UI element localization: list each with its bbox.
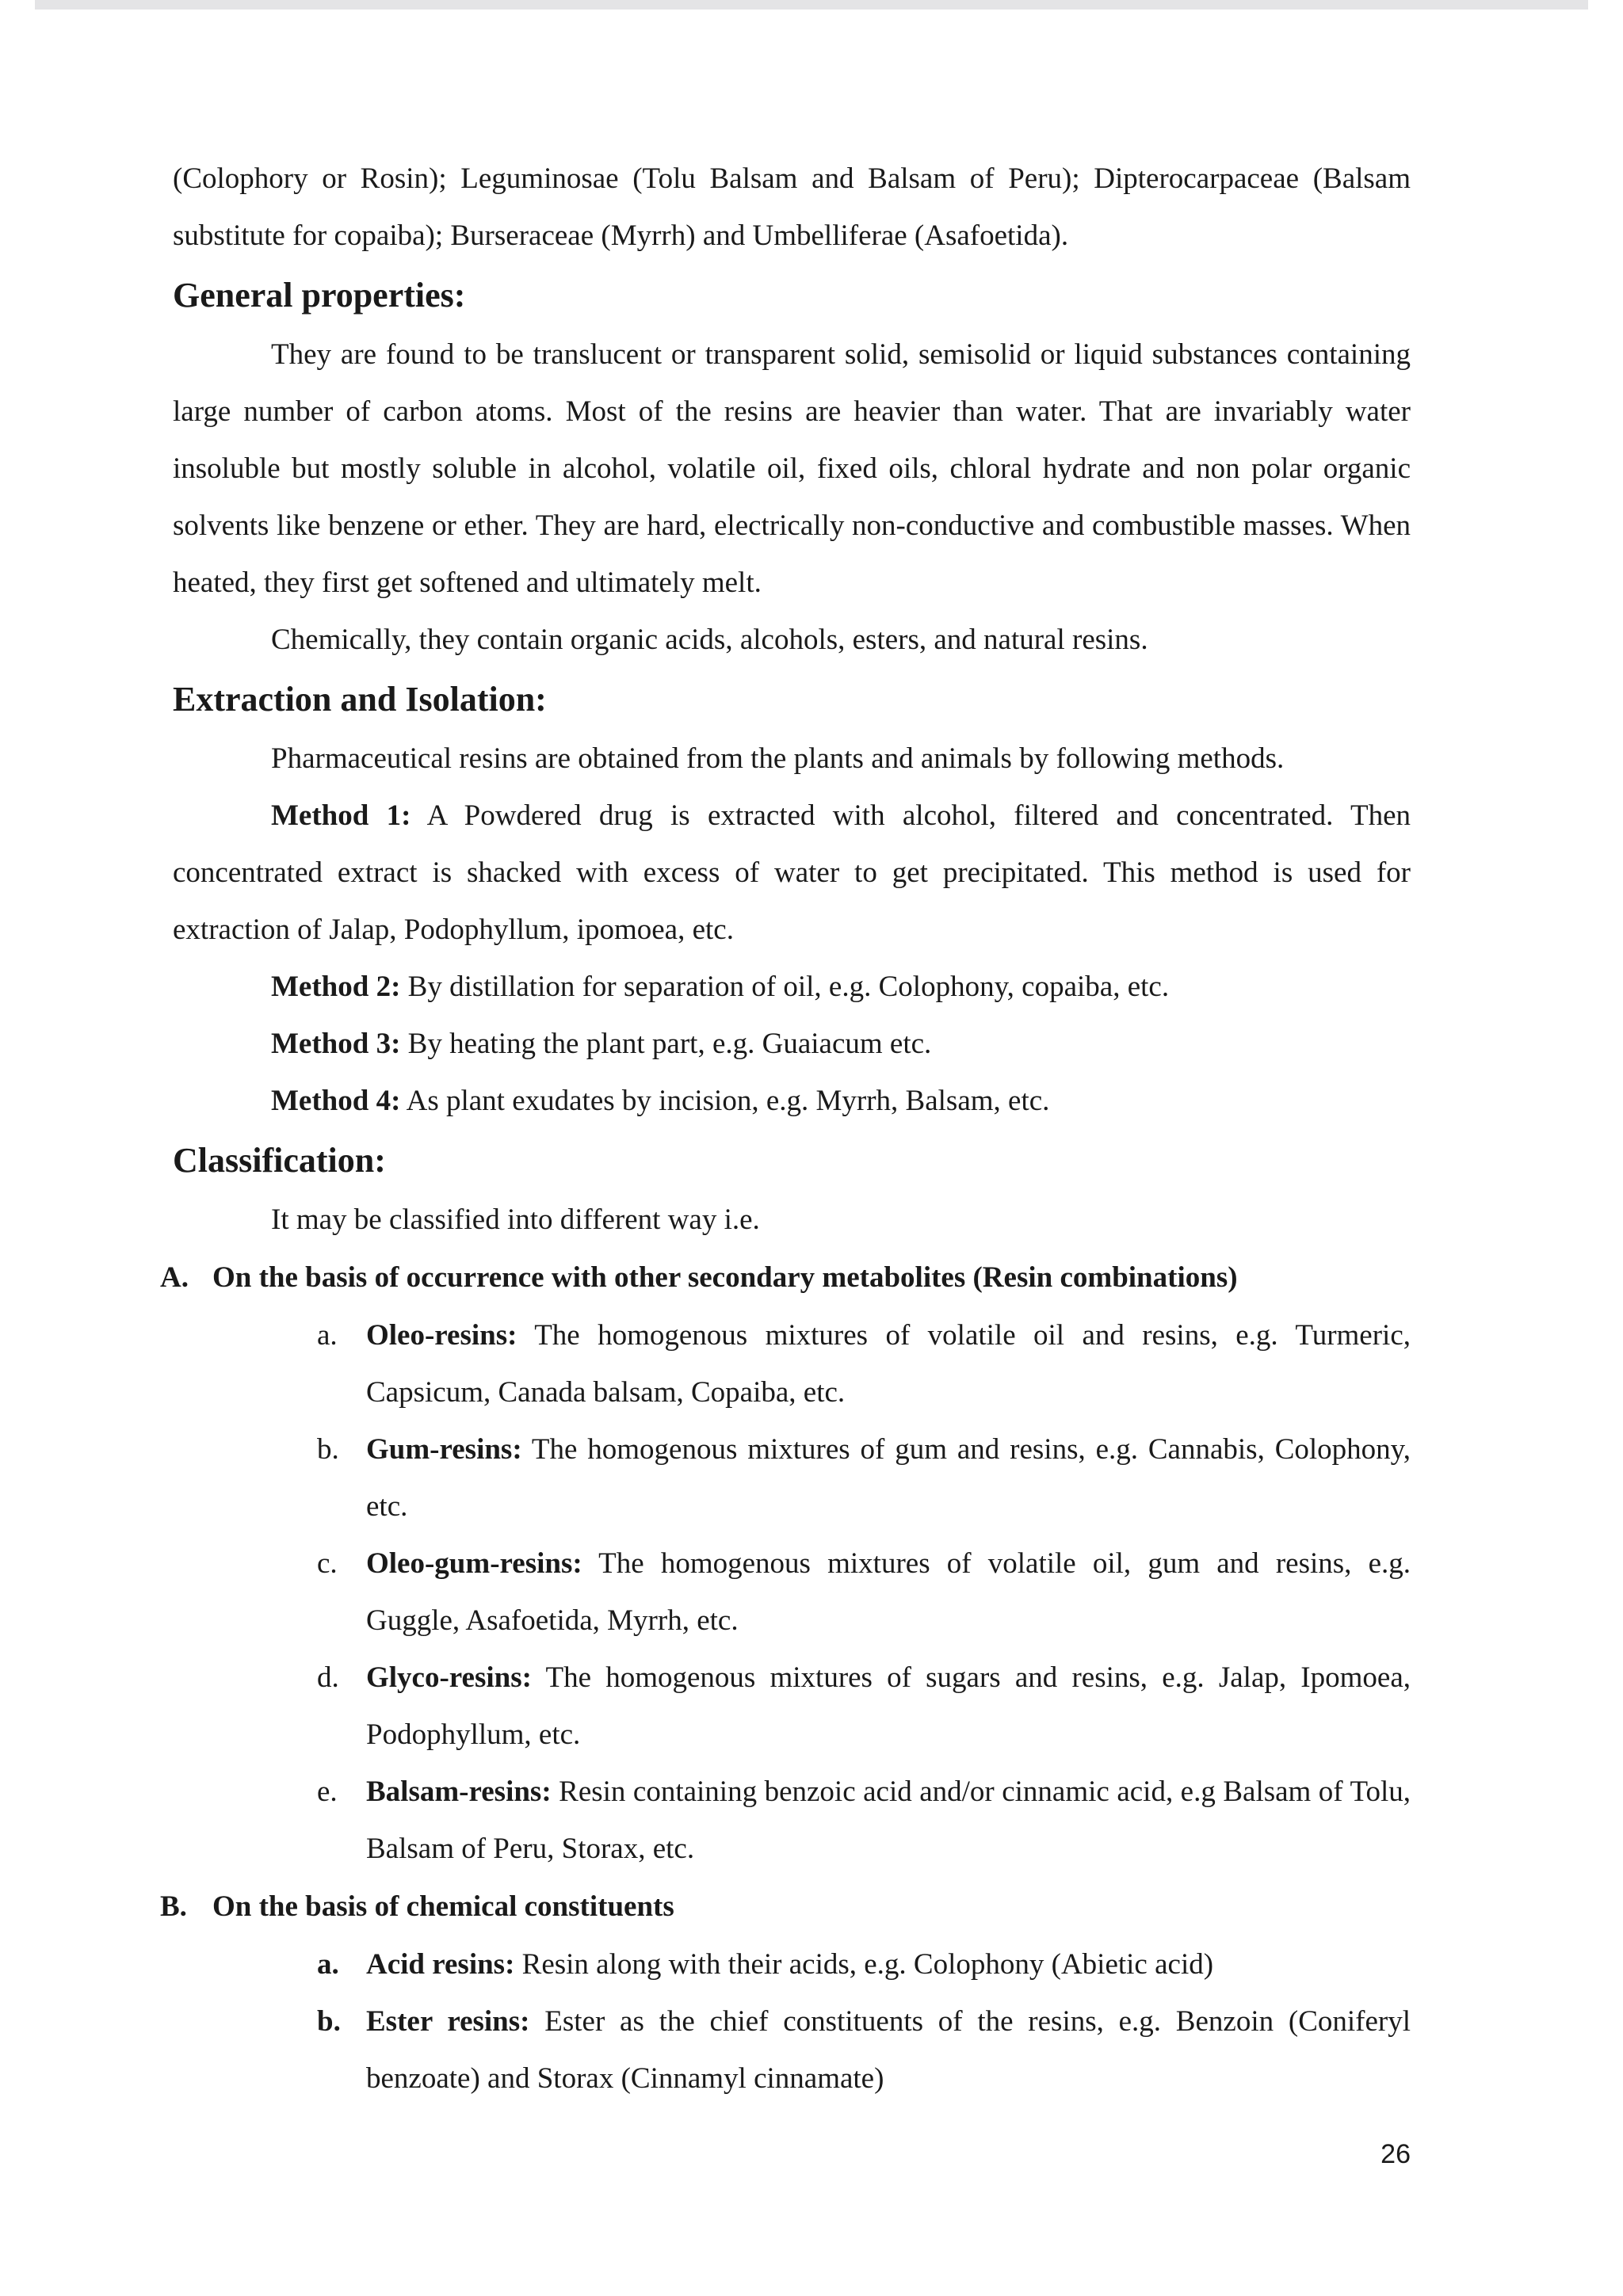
item-marker: b. [317,2005,341,2038]
item-term: Oleo-gum-resins: [366,1547,582,1580]
list-item [173,1936,1411,1993]
method-2 [173,959,1411,1016]
classification-heading: Classification: [173,1141,386,1180]
item-text: Ester as the chief constituents of the resins, e.g. Benzoin (Coniferyl benzoate) and Storax (Cinnamyl cinnamate) [366,2005,1411,2095]
item-marker: e. [317,1775,338,1808]
method-text: By heating the plant part, e.g. Guaiacum etc. [400,1028,932,1060]
section-a-heading [160,1249,1411,1307]
section-label: B. [160,1890,187,1923]
method-label: Method 4: [271,1085,401,1117]
section-title: On the basis of chemical constituents [212,1890,674,1923]
intro-paragraph: (Colophory or Rosin); Leguminosae (Tolu Balsam and Balsam of Peru); Dipterocarpaceae (Balsam substitute for copaiba); Burseraceae (Myrrh) and Umbelliferae (Asafoetida). [173,162,1411,252]
list-item [173,1535,1411,1650]
item-marker: a. [317,1948,339,1981]
item-marker: b. [317,1433,339,1466]
top-edge-bar [35,0,1588,10]
method-4 [173,1073,1411,1130]
item-term: Acid resins: [366,1948,515,1981]
general-properties-heading: General properties: [173,276,466,315]
list-item [173,1993,1411,2107]
method-1 [173,788,1411,959]
item-term: Oleo-resins: [366,1319,517,1352]
list-item [173,1421,1411,1535]
classification-intro: It may be classified into different way i.e. [271,1203,760,1236]
section-title: On the basis of occurrence with other secondary metabolites (Resin combinations) [212,1261,1238,1294]
page-number: 26 [1381,2139,1411,2169]
item-term: Balsam-resins: [366,1775,552,1808]
section-b-heading [160,1878,1411,1936]
list-item [173,1764,1411,1878]
item-term: Gum-resins: [366,1433,522,1466]
method-text: As plant exudates by incision, e.g. Myrrh, Balsam, etc. [400,1085,1050,1117]
item-text: The homogenous mixtures of gum and resins, e.g. Cannabis, Colophony, etc. [366,1433,1411,1523]
chemical-paragraph: Chemically, they contain organic acids, alcohols, esters, and natural resins. [271,624,1148,656]
list-item [173,1307,1411,1421]
general-properties-paragraph: They are found to be translucent or transparent solid, semisolid or liquid substances containing large number of carbon atoms. Most of the resins are heavier than water. That are invariably water insoluble but mostly soluble in alcohol, volatile oil, fixed oils, chloral hydrate and non polar organic solvents like benzene or ether. They are hard, electrically non-conductive and combustible masses. When heated, they first get softened and ultimately melt. [173,338,1411,599]
extraction-heading: Extraction and Isolation: [173,680,547,719]
method-label: Method 1: [271,799,411,832]
item-text: The homogenous mixtures of sugars and resins, e.g. Jalap, Ipomoea, Podophyllum, etc. [366,1661,1411,1751]
item-text: The homogenous mixtures of volatile oil, gum and resins, e.g. Guggle, Asafoetida, Myrrh, etc. [366,1547,1411,1637]
list-item [173,1650,1411,1764]
item-marker: d. [317,1661,339,1694]
item-text: Resin along with their acids, e.g. Colophony (Abietic acid) [514,1948,1214,1981]
item-term: Ester resins: [366,2005,530,2038]
method-3 [173,1016,1411,1073]
method-label: Method 2: [271,971,401,1003]
item-text: Resin containing benzoic acid and/or cinnamic acid, e.g Balsam of Tolu, Balsam of Peru, Storax, etc. [366,1775,1411,1865]
extraction-intro: Pharmaceutical resins are obtained from the plants and animals by following methods. [271,742,1285,775]
method-label: Method 3: [271,1028,401,1060]
method-text: By distillation for separation of oil, e.g. Colophony, copaiba, etc. [400,971,1170,1003]
item-text: The homogenous mixtures of volatile oil and resins, e.g. Turmeric, Capsicum, Canada balsam, Copaiba, etc. [366,1319,1411,1409]
method-text: A Powdered drug is extracted with alcohol, filtered and concentrated. Then concentrated extract is shacked with excess of water to get precipitated. This method is used for extraction of Jalap, Podophyllum, ipomoea, etc. [173,799,1411,946]
item-marker: c. [317,1547,338,1580]
item-marker: a. [317,1319,338,1352]
section-label: A. [160,1261,189,1294]
document-page [160,151,1411,2107]
item-term: Glyco-resins: [366,1661,532,1694]
